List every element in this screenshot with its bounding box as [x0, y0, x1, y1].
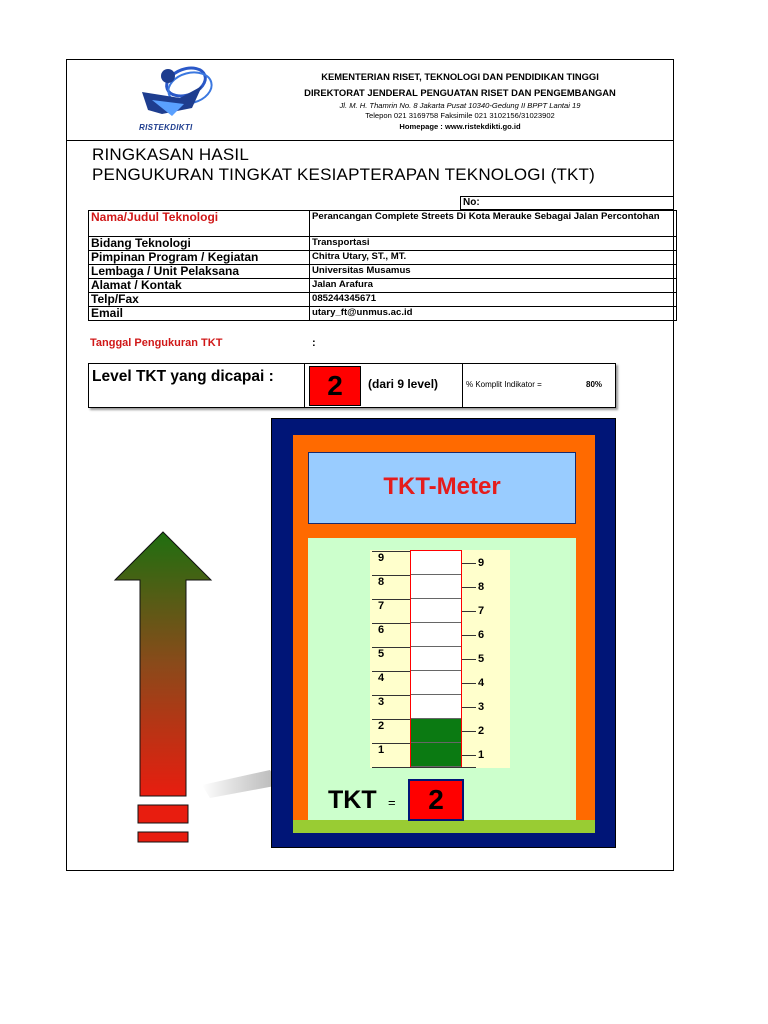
tkt-result-value: 2 [408, 779, 464, 821]
table-row [89, 237, 677, 251]
alamat-value: Jalan Arafura [310, 279, 677, 293]
gauge-cell-2 [411, 719, 461, 743]
tick-label-left: 4 [378, 672, 385, 684]
nama-label: Nama/Judul Teknologi [89, 211, 310, 237]
document-title-line1: RINGKASAN HASIL [92, 145, 249, 164]
ministry-name: KEMENTERIAN RISET, TEKNOLOGI DAN PENDIDIKAN TINGGI [321, 71, 599, 82]
tick-label-right: 7 [478, 605, 485, 617]
telp-label: Telp/Fax [89, 293, 310, 307]
gauge-cell-5 [411, 647, 461, 671]
tick-label-left: 2 [378, 720, 385, 732]
document-number-field: No: [460, 196, 674, 210]
tick-label-left: 8 [378, 576, 385, 588]
header-divider [66, 140, 674, 141]
alamat-label: Alamat / Kontak [89, 279, 310, 293]
level-divider [462, 363, 463, 408]
pimpinan-value: Chitra Utary, ST., MT. [310, 251, 677, 265]
gauge-cell-4 [411, 671, 461, 695]
tick-label-right: 1 [478, 749, 485, 761]
table-row [89, 307, 677, 321]
phone-line: Telepon 021 3169758 Faksimile 021 3102156/31023902 [365, 111, 555, 120]
tkt-result-label: TKT [328, 786, 377, 814]
lembaga-label: Lembaga / Unit Pelaksana [89, 265, 310, 279]
level-label: Level TKT yang dicapai : [92, 368, 274, 385]
table-row [89, 279, 677, 293]
tick-line-right [462, 563, 476, 564]
tanggal-colon: : [312, 337, 316, 349]
tick-label-right: 5 [478, 653, 485, 665]
tick-label-left: 5 [378, 648, 385, 660]
tick-label-left: 1 [378, 744, 385, 756]
tick-label-left: 9 [378, 552, 385, 564]
gauge-cell-7 [411, 599, 461, 623]
table-row [89, 265, 677, 279]
email-label: Email [89, 307, 310, 321]
level-divider [304, 363, 305, 408]
logo-caption: RISTEKDIKTI [139, 123, 193, 132]
telp-value: 085244345671 [310, 293, 677, 307]
tick-line-base [372, 767, 476, 768]
level-value: 2 [309, 366, 361, 406]
tick-line-right [462, 659, 476, 660]
gauge-cell-6 [411, 623, 461, 647]
tick-line-right [462, 587, 476, 588]
meter-title: TKT-Meter [383, 473, 501, 500]
tick-label-right: 8 [478, 581, 485, 593]
level-total-label: (dari 9 level) [368, 377, 439, 391]
directorate-name: DIREKTORAT JENDERAL PENGUATAN RISET DAN PENGEMBANGAN [304, 87, 616, 98]
komplit-indikator-label: % Komplit Indikator = [466, 380, 542, 389]
tick-label-left: 7 [378, 600, 385, 612]
tick-line-right [462, 683, 476, 684]
gauge-cell-9 [411, 551, 461, 575]
nama-value: Perancangan Complete Streets Di Kota Merauke Sebagai Jalan Percontohan [310, 211, 677, 237]
tick-label-right: 6 [478, 629, 485, 641]
gauge-cell-8 [411, 575, 461, 599]
address-line: Jl. M. H. Thamrin No. 8 Jakarta Pusat 10340-Gedung II BPPT Lantai 19 [339, 101, 581, 110]
homepage-line: Homepage : www.ristekdikti.go.id [399, 122, 521, 131]
document-title-line2: PENGUKURAN TINGKAT KESIAPTERAPAN TEKNOLOGI (TKT) [92, 165, 596, 184]
tick-line-right [462, 731, 476, 732]
tick-line-right [462, 707, 476, 708]
bidang-label: Bidang Teknologi [89, 237, 310, 251]
lembaga-value: Universitas Musamus [310, 265, 677, 279]
tkt-equals: = [388, 795, 396, 810]
email-value: utary_ft@unmus.ac.id [310, 307, 677, 321]
pimpinan-label: Pimpinan Program / Kegiatan [89, 251, 310, 265]
tick-line-right [462, 635, 476, 636]
table-row [89, 251, 677, 265]
tick-label-left: 6 [378, 624, 385, 636]
tick-label-right: 3 [478, 701, 485, 713]
tick-label-right: 9 [478, 557, 485, 569]
info-table [88, 210, 677, 321]
tick-line-right [462, 611, 476, 612]
table-row [89, 211, 677, 237]
bidang-value: Transportasi [310, 237, 677, 251]
gauge-cell-1 [411, 743, 461, 767]
tick-label-left: 3 [378, 696, 385, 708]
tanggal-label: Tanggal Pengukuran TKT [90, 337, 223, 349]
gauge-cell-3 [411, 695, 461, 719]
tick-line-right [462, 755, 476, 756]
table-row [89, 293, 677, 307]
tick-label-right: 2 [478, 725, 485, 737]
komplit-indikator-value: 80% [586, 380, 603, 389]
meter-base-bar [293, 820, 595, 833]
tick-label-right: 4 [478, 677, 485, 689]
